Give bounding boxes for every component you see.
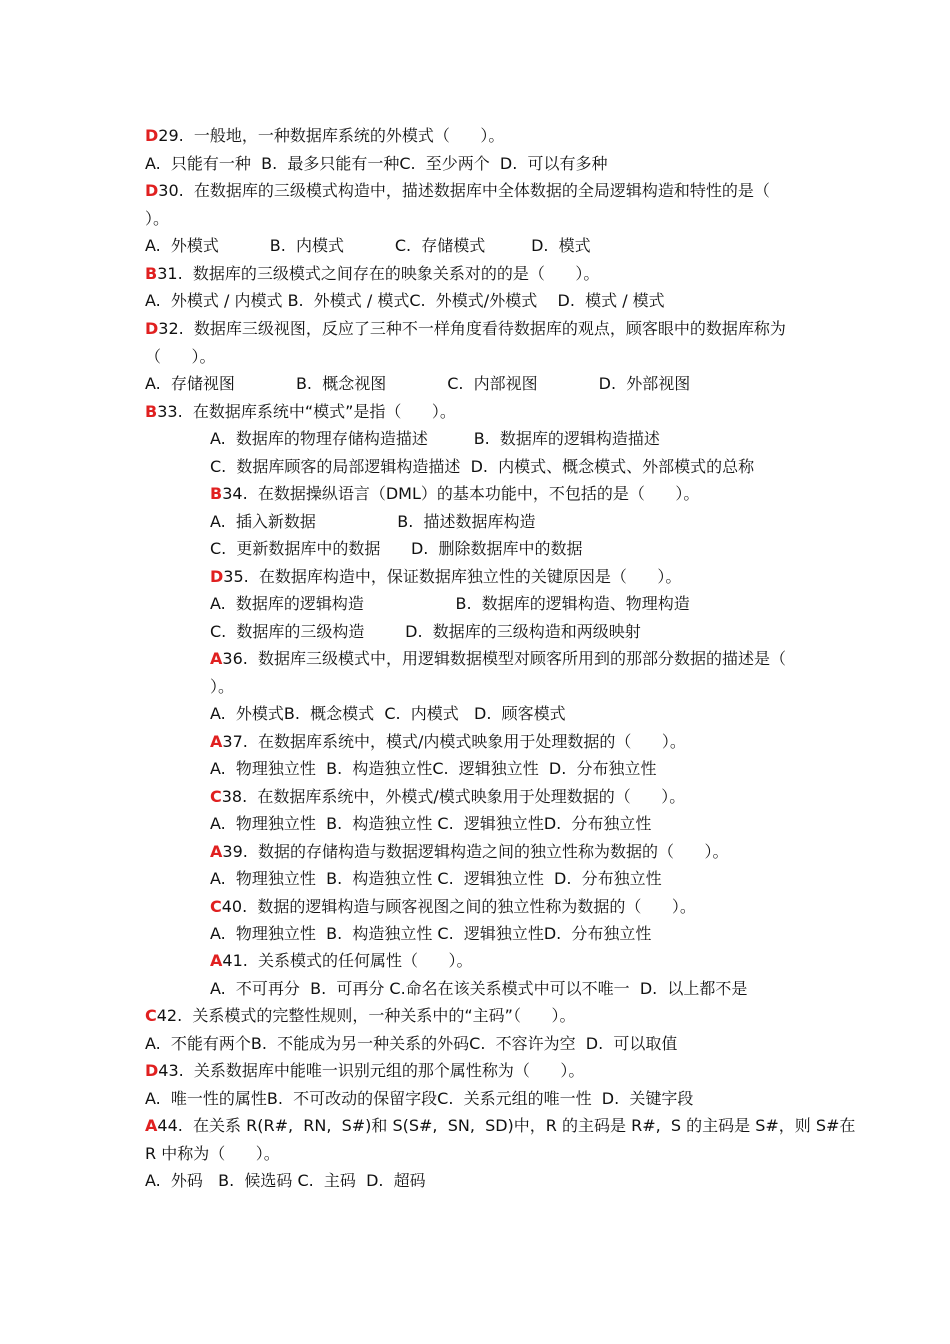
question-text: 40. 数据的逻辑构造与顾客视图之间的独立性称为数据的（ ）。 <box>221 897 696 916</box>
answer-key: B <box>145 402 158 421</box>
question-36 <box>210 649 786 669</box>
question-30 <box>145 181 770 201</box>
question-text: 43. 关系数据库中能唯一识别元组的那个属性称为（ ）。 <box>158 1061 585 1080</box>
options-text: A. 不可再分 B. 可再分 C.命名在该关系模式中可以不唯一 D. 以上都不是 <box>210 979 748 998</box>
options-text: A. 外模式 B. 内模式 C. 存储模式 D. 模式 <box>145 236 591 255</box>
answer-key: A <box>210 649 223 668</box>
question-35 <box>210 567 681 587</box>
options-29 <box>145 154 608 174</box>
question-text: ）。 <box>210 677 235 696</box>
options-text: A. 外码 B. 候选码 C. 主码 D. 超码 <box>145 1171 426 1190</box>
options-35-ab <box>210 594 690 614</box>
answer-key: A <box>210 732 223 751</box>
question-text: 36. 数据库三级模式中，用逻辑数据模型对顾客所用到的那部分数据的描述是（ <box>222 649 787 668</box>
question-42 <box>145 1006 575 1026</box>
question-text: 31. 数据库的三级模式之间存在的映象关系对的的是（ ）。 <box>157 264 600 283</box>
question-text: 39. 数据的存储构造与数据逻辑构造之间的独立性称为数据的（ ）。 <box>222 842 729 861</box>
question-text: 29. 一般地，一种数据库系统的外模式（ ）。 <box>158 126 505 145</box>
options-text: A. 物理独立性 B. 构造独立性 C. 逻辑独立性D. 分布独立性 <box>210 814 652 833</box>
question-33 <box>145 402 456 422</box>
question-text: 44. 在关系 R(R#, RN, S#)和 S(S#, SN, SD)中，R 的主码是 R#, S 的主码是 S#，则 S#在 <box>157 1116 856 1135</box>
question-text: 34. 在数据操纵语言（DML）的基本功能中，不包括的是（ ）。 <box>222 484 700 503</box>
options-text: A. 物理独立性 B. 构造独立性 C. 逻辑独立性D. 分布独立性 <box>210 924 652 943</box>
options-text: A. 存储视图 B. 概念视图 C. 内部视图 D. 外部视图 <box>145 374 691 393</box>
question-text: 41. 关系模式的任何属性（ ）。 <box>222 951 473 970</box>
options-text: A. 不能有两个B. 不能成为另一种关系的外码C. 不容许为空 D. 可以取值 <box>145 1034 678 1053</box>
options-30 <box>145 236 591 256</box>
question-41 <box>210 951 473 971</box>
question-29 <box>145 126 504 146</box>
question-text: （ ）。 <box>145 347 216 366</box>
options-41 <box>210 979 747 999</box>
answer-key: D <box>145 1061 159 1080</box>
answer-key: D <box>145 181 159 200</box>
options-text: A. 只能有一种 B. 最多只能有一种C. 至少两个 D. 可以有多种 <box>145 154 608 173</box>
question-text: R 中称为（ ）。 <box>145 1144 280 1163</box>
options-40 <box>210 924 651 944</box>
options-32 <box>145 374 690 394</box>
question-32 <box>145 319 786 339</box>
options-text: A. 外模式B. 概念模式 C. 内模式 D. 顾客模式 <box>210 704 566 723</box>
question-text: 42. 关系模式的完整性规则，一种关系中的“主码”（ ）。 <box>156 1006 576 1025</box>
options-33-ab <box>210 429 660 449</box>
options-text: A. 物理独立性 B. 构造独立性C. 逻辑独立性 D. 分布独立性 <box>210 759 657 778</box>
answer-key: A <box>210 951 223 970</box>
options-text: A. 唯一性的属性B. 不可改动的保留字段C. 关系元组的唯一性 D. 关键字段 <box>145 1089 694 1108</box>
options-33-cd <box>210 457 754 477</box>
options-43 <box>145 1089 693 1109</box>
answer-key: D <box>145 319 159 338</box>
options-39 <box>210 869 662 889</box>
question-38 <box>210 787 685 807</box>
options-text: A. 插入新数据 B. 描述数据库构造 <box>210 512 536 531</box>
question-44 <box>145 1116 855 1136</box>
question-text: 32. 数据库三级视图，反应了三种不一样角度看待数据库的观点，顾客眼中的数据库称为 <box>158 319 786 338</box>
question-43 <box>145 1061 584 1081</box>
question-36-continued <box>210 677 234 697</box>
options-44 <box>145 1171 426 1191</box>
question-text: 30. 在数据库的三级模式构造中，描述数据库中全体数据的全局逻辑构造和特性的是（ <box>158 181 770 200</box>
question-text: 38. 在数据库系统中，外模式/模式映象用于处理数据的（ ）。 <box>221 787 686 806</box>
options-34-ab <box>210 512 536 532</box>
question-37 <box>210 732 686 752</box>
options-text: C. 数据库的三级构造 D. 数据库的三级构造和两级映射 <box>210 622 641 641</box>
options-text: A. 数据库的物理存储构造描述 B. 数据库的逻辑构造描述 <box>210 429 660 448</box>
question-39 <box>210 842 729 862</box>
question-text: 37. 在数据库系统中，模式/内模式映象用于处理数据的（ ）。 <box>222 732 686 751</box>
answer-key: A <box>145 1116 158 1135</box>
options-38 <box>210 814 651 834</box>
question-40 <box>210 897 696 917</box>
answer-key: D <box>210 567 224 586</box>
options-text: A. 数据库的逻辑构造 B. 数据库的逻辑构造、物理构造 <box>210 594 690 613</box>
answer-key: C <box>210 897 222 916</box>
options-35-cd <box>210 622 641 642</box>
question-32-continued <box>145 347 216 367</box>
answer-key: B <box>145 264 158 283</box>
question-text: ）。 <box>145 209 170 228</box>
options-text: A. 外模式 / 内模式 B. 外模式 / 模式C. 外模式/外模式 D. 模式 / 模式 <box>145 291 665 310</box>
options-text: A. 物理独立性 B. 构造独立性 C. 逻辑独立性 D. 分布独立性 <box>210 869 662 888</box>
answer-key: D <box>145 126 159 145</box>
answer-key: A <box>210 842 223 861</box>
question-34 <box>210 484 699 504</box>
answer-key: B <box>210 484 223 503</box>
question-44-continued <box>145 1144 280 1164</box>
options-text: C. 更新数据库中的数据 D. 删除数据库中的数据 <box>210 539 583 558</box>
answer-key: C <box>210 787 222 806</box>
options-text: C. 数据库顾客的局部逻辑构造描述 D. 内模式、概念模式、外部模式的总称 <box>210 457 755 476</box>
options-34-cd <box>210 539 583 559</box>
question-text: 35. 在数据库构造中，保证数据库独立性的关键原因是（ ）。 <box>223 567 682 586</box>
answer-key: C <box>145 1006 157 1025</box>
options-36 <box>210 704 566 724</box>
question-text: 33. 在数据库系统中“模式”是指（ ）。 <box>157 402 456 421</box>
options-31 <box>145 291 665 311</box>
options-42 <box>145 1034 677 1054</box>
question-30-continued <box>145 209 169 229</box>
options-37 <box>210 759 657 779</box>
question-31 <box>145 264 599 284</box>
